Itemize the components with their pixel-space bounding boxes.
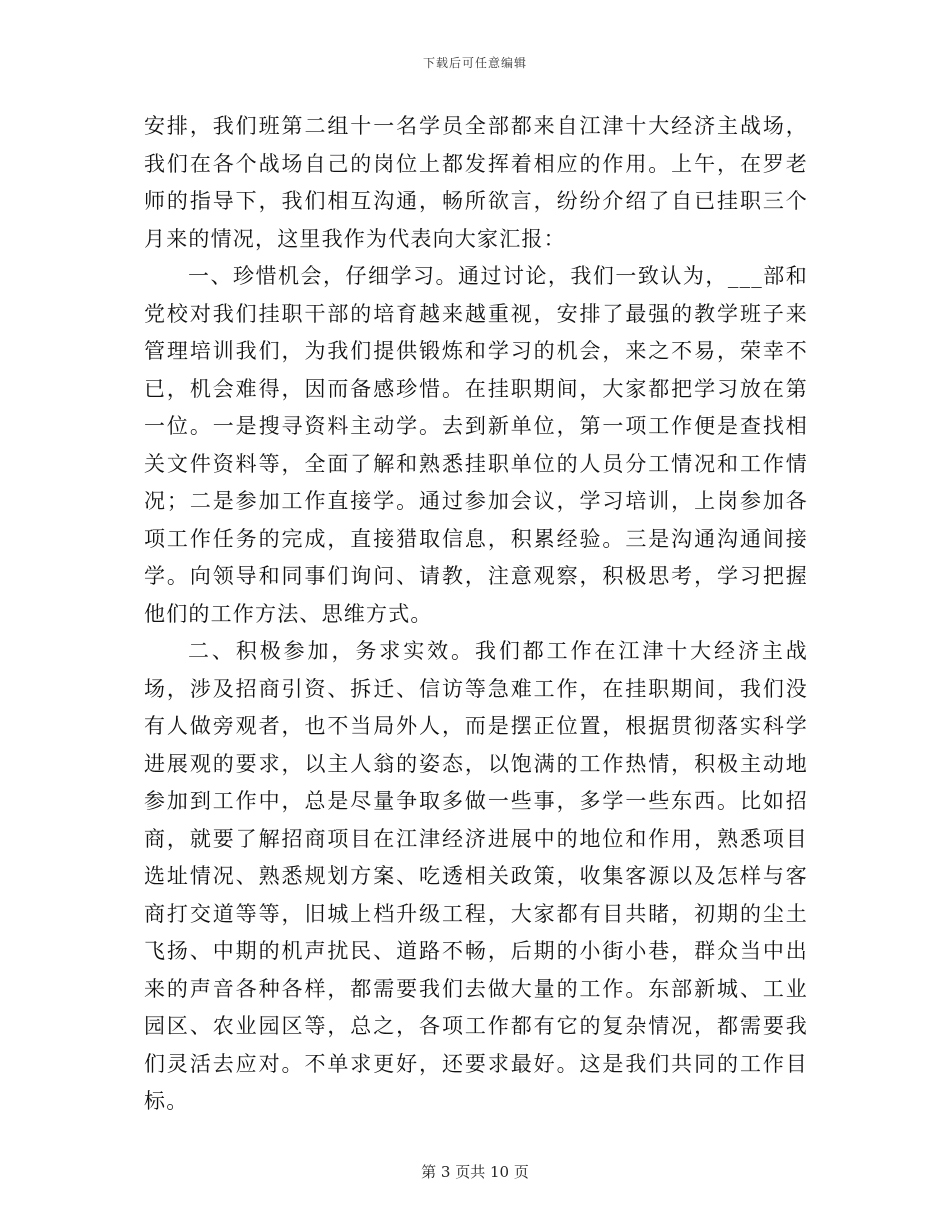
page-number: 第 3 页共 10 页 bbox=[421, 1163, 529, 1181]
paragraph-section-1: 一、珍惜机会，仔细学习。通过讨论，我们一致认为，___部和党校对我们挂职干部的培育越来越重视，安排了最强的教学班子来管理培训我们，为我们提供锻炼和学习的机会，来之不易，荣幸不已，机会难得，因而备感珍惜。在挂职期间，大家都把学习放在第一位。一是搜寻资料主动学。去到新单位，第一项工作便是查找相关文件资料等，全面了解和熟悉挂职单位的人员分工情况和工作情况；二是参加工作直接学。通过参加会议，学习培训，上岗参加各项工作任务的完成，直接猎取信息，积累经验。三是沟通沟通间接学。向领导和同事们询问、请教，注意观察，积极思考，学习把握他们的工作方法、思维方式。 bbox=[144, 264, 808, 626]
paragraph-intro: 安排，我们班第二组十一名学员全部都来自江津十大经济主战场，我们在各个战场自己的岗位上都发挥着相应的作用。上午，在罗老师的指导下，我们相互沟通，畅所欲言，纷纷介绍了自已挂职三个月来的情况，这里我作为代表向大家汇报： bbox=[144, 114, 808, 251]
page-header: 下载后可任意编辑 bbox=[422, 56, 527, 70]
document-body bbox=[144, 108, 808, 1121]
paragraph-section-2: 二、积极参加，务求实效。我们都工作在江津十大经济主战场，涉及招商引资、拆迁、信访等急难工作，在挂职期间，我们没有人做旁观者，也不当局外人，而是摆正位置，根据贯彻落实科学进展观的要求，以主人翁的姿态，以饱满的工作热情，积极主动地参加到工作中，总是尽量争取多做一些事，多学一些东西。比如招商，就要了解招商项目在江津经济进展中的地位和作用，熟悉项目选址情况、熟悉规划方案、吃透相关政策，收集客源以及怎样与客商打交道等等，旧城上档升级工程，大家都有目共睹，初期的尘土飞扬、中期的机声扰民、道路不畅，后期的小街小巷，群众当中出来的声音各种各样，都需要我们去做大量的工作。东部新城、工业园区、农业园区等，总之，各项工作都有它的复杂情况，都需要我们灵活去应对。不单求更好，还要求最好。这是我们共同的工作目标。 bbox=[144, 639, 808, 1113]
